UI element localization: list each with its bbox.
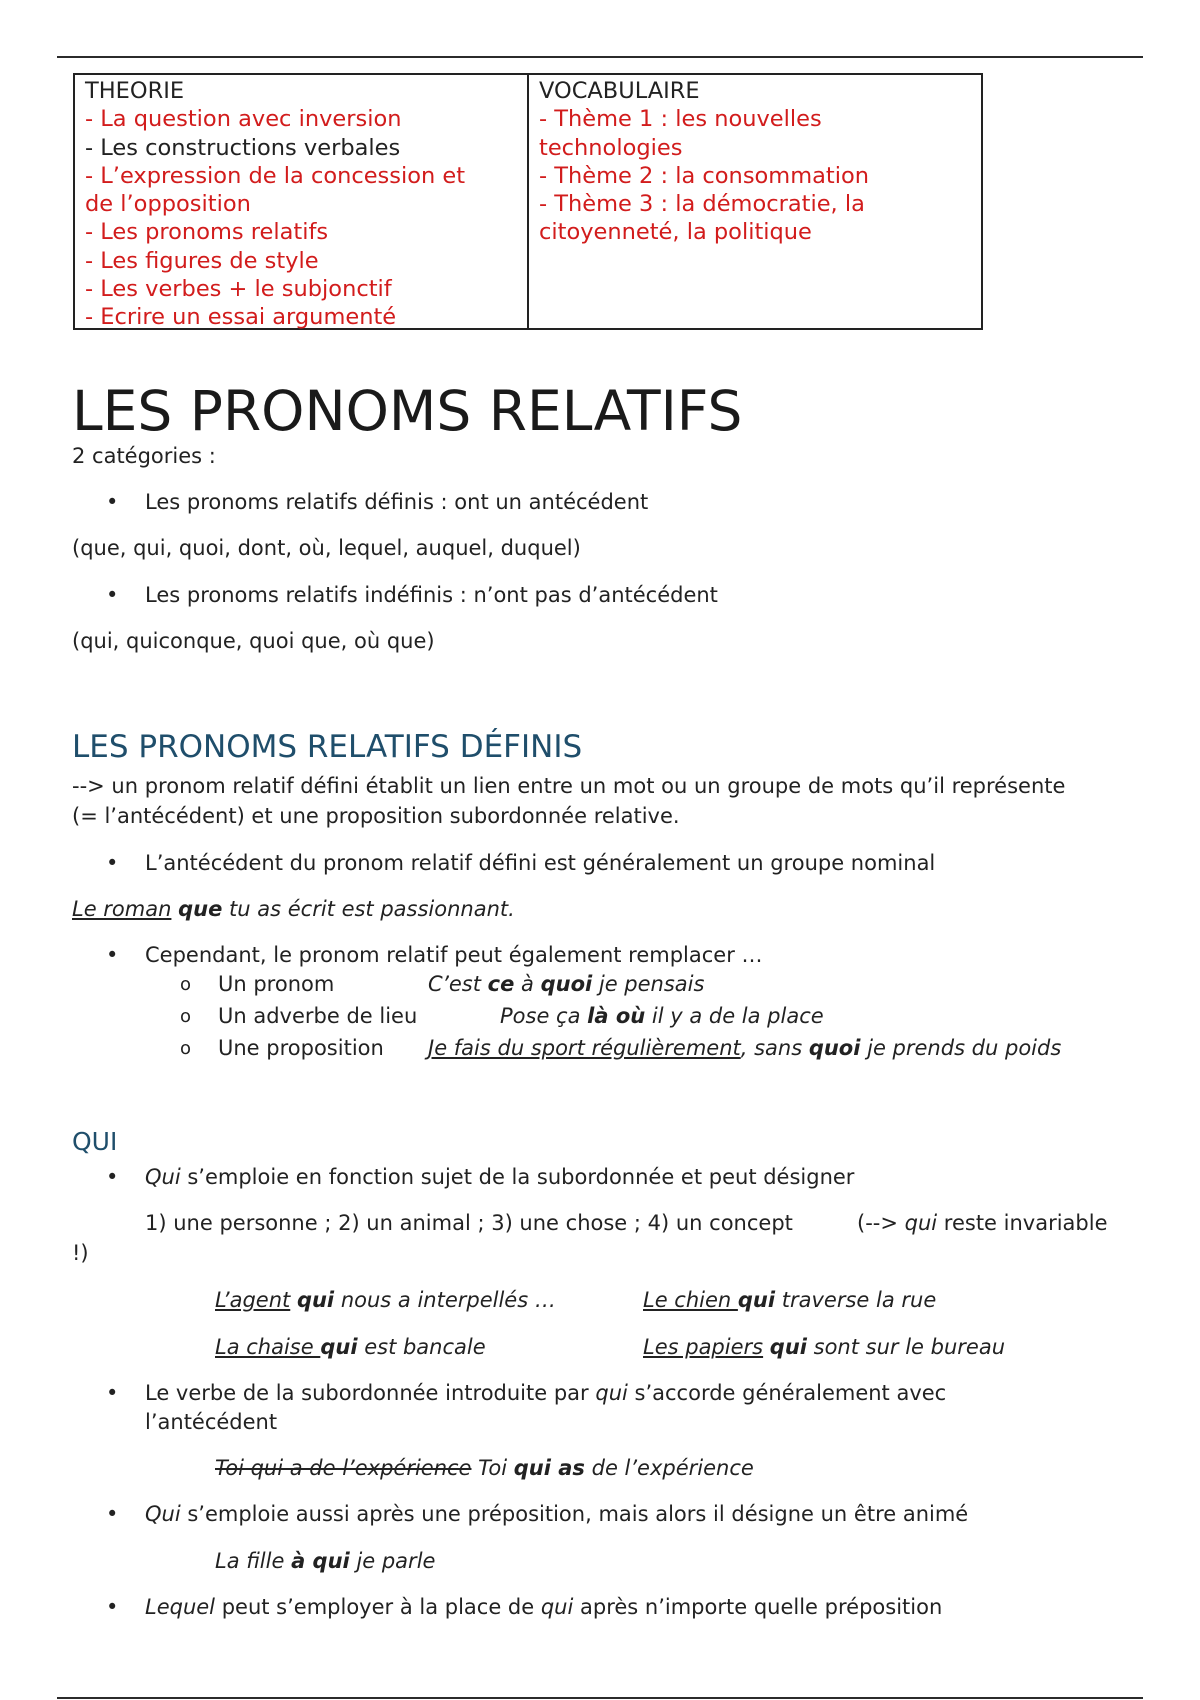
qui-invariable-note: (--> qui reste invariable bbox=[857, 1211, 1108, 1235]
bullet-icon: • bbox=[106, 851, 119, 875]
categories-label: 2 catégories : bbox=[72, 444, 216, 468]
defined-list: (que, qui, quoi, dont, où, lequel, auquel, duquel) bbox=[72, 536, 581, 560]
vocabulary-heading: VOCABULAIRE bbox=[539, 78, 700, 104]
sub-bullet-marker: o bbox=[180, 1038, 192, 1059]
qui-preposition-bullet: Qui s’emploie aussi après une préposition, mais alors il désigne un être animé bbox=[145, 1502, 969, 1526]
sub-item-label: Un adverbe de lieu bbox=[218, 1004, 418, 1028]
lequel-bullet: Lequel peut s’employer à la place de qui après n’importe quelle préposition bbox=[145, 1595, 943, 1619]
theory-column bbox=[75, 75, 529, 331]
theory-item: - Ecrire un essai argumenté bbox=[85, 304, 397, 331]
theory-item: de l’opposition bbox=[85, 191, 251, 218]
theory-item: - Les pronoms relatifs bbox=[85, 219, 329, 246]
summary-table bbox=[73, 73, 983, 330]
theory-item: - Les verbes + le subjonctif bbox=[85, 276, 392, 303]
relative-pronoun: que bbox=[178, 897, 223, 921]
sub-item-label: Une proposition bbox=[218, 1036, 384, 1060]
bullet-icon: • bbox=[106, 583, 119, 607]
defined-description-line: --> un pronom relatif défini établit un lien entre un mot ou un groupe de mots qu’il représente bbox=[72, 774, 1066, 798]
vocabulary-column bbox=[529, 75, 981, 328]
example-sentence: Toi qui a de l’expérience Toi qui as de l’expérience bbox=[215, 1456, 754, 1480]
section-heading-defined: LES PRONOMS RELATIFS DÉFINIS bbox=[72, 729, 583, 765]
example-sentence: Le chien qui traverse la rue bbox=[643, 1288, 937, 1312]
sub-item-example: Je fais du sport régulièrement, sans quoi je prends du poids bbox=[428, 1036, 1062, 1060]
qui-invariable-note-end: !) bbox=[72, 1241, 89, 1265]
antecedent-bullet: L’antécédent du pronom relatif défini est généralement un groupe nominal bbox=[145, 851, 936, 875]
theory-item: - La question avec inversion bbox=[85, 106, 402, 133]
sub-item-example: C’est ce à quoi je pensais bbox=[428, 972, 705, 996]
qui-subject-bullet: Qui s’emploie en fonction sujet de la subordonnée et peut désigner bbox=[145, 1165, 855, 1189]
vocabulary-item: citoyenneté, la politique bbox=[539, 219, 812, 246]
qui-agreement-bullet: Le verbe de la subordonnée introduite par qui s’accorde généralement avec bbox=[145, 1381, 947, 1405]
sub-bullet-marker: o bbox=[180, 974, 192, 995]
example-rest: tu as écrit est passionnant. bbox=[222, 897, 515, 921]
vocabulary-item: technologies bbox=[539, 134, 683, 161]
section-heading-qui: QUI bbox=[72, 1127, 118, 1156]
bullet-icon: • bbox=[106, 1502, 119, 1526]
theory-item: - L’expression de la concession et bbox=[85, 162, 466, 189]
qui-agreement-bullet-cont: l’antécédent bbox=[145, 1410, 278, 1434]
top-rule bbox=[57, 56, 1143, 58]
example-sentence bbox=[72, 896, 515, 923]
example-sentence: La chaise qui est bancale bbox=[215, 1335, 486, 1359]
antecedent: Le roman bbox=[72, 897, 172, 921]
defined-bullet: Les pronoms relatifs définis : ont un antécédent bbox=[145, 490, 649, 514]
theory-heading: THEORIE bbox=[85, 78, 185, 104]
however-bullet: Cependant, le pronom relatif peut également remplacer … bbox=[145, 943, 763, 967]
bullet-icon: • bbox=[106, 1165, 119, 1189]
undefined-bullet: Les pronoms relatifs indéfinis : n’ont pas d’antécédent bbox=[145, 583, 718, 607]
bottom-rule bbox=[57, 1697, 1143, 1699]
bullet-icon: • bbox=[106, 1381, 119, 1405]
vocabulary-item: - Thème 2 : la consommation bbox=[539, 162, 870, 189]
example-sentence: L’agent qui nous a interpellés … bbox=[215, 1288, 556, 1312]
sub-item-label: Un pronom bbox=[218, 972, 335, 996]
qui-designations: 1) une personne ; 2) un animal ; 3) une chose ; 4) un concept bbox=[145, 1211, 793, 1235]
theory-item: - Les constructions verbales bbox=[85, 134, 401, 161]
undefined-list: (qui, quiconque, quoi que, où que) bbox=[72, 629, 435, 653]
vocabulary-item: - Thème 1 : les nouvelles bbox=[539, 106, 822, 133]
bullet-icon: • bbox=[106, 490, 119, 514]
example-sentence: La fille à qui je parle bbox=[215, 1549, 436, 1573]
incorrect-example: Toi qui a de l’expérience bbox=[215, 1456, 472, 1480]
sub-bullet-marker: o bbox=[180, 1006, 192, 1027]
example-sentence: Les papiers qui sont sur le bureau bbox=[643, 1335, 1006, 1359]
sub-item-example: Pose ça là où il y a de la place bbox=[500, 1004, 824, 1028]
theory-item: - Les figures de style bbox=[85, 247, 319, 274]
defined-description-line: (= l’antécédent) et une proposition subordonnée relative. bbox=[72, 804, 680, 828]
bullet-icon: • bbox=[106, 1595, 119, 1619]
vocabulary-item: - Thème 3 : la démocratie, la bbox=[539, 191, 865, 218]
page-title: LES PRONOMS RELATIFS bbox=[72, 379, 743, 443]
bullet-icon: • bbox=[106, 943, 119, 967]
